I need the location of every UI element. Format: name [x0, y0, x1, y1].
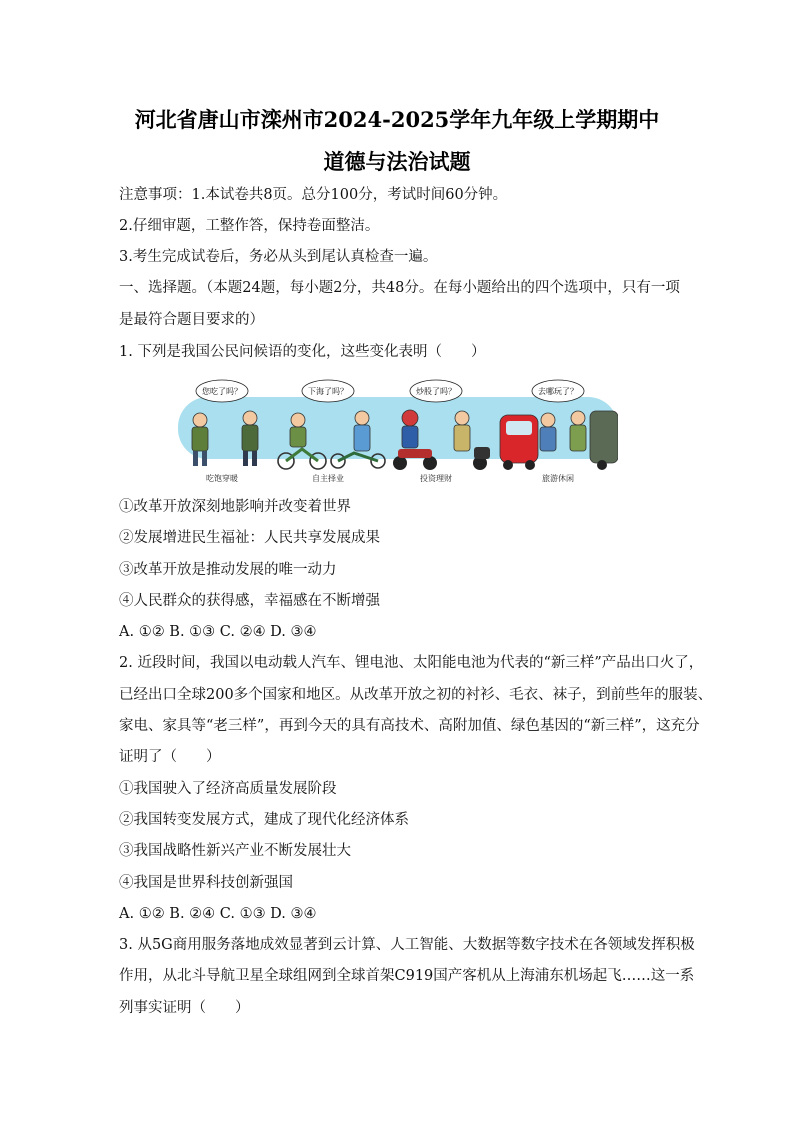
- speech-bubble-4: [532, 380, 584, 402]
- exam-subject-title: 道德与法治试题: [323, 149, 471, 174]
- caption-2: 自主择业: [312, 474, 344, 483]
- caption-1: 吃饱穿暖: [206, 474, 238, 483]
- question-2-stem-line-3: 家电、家具等“老三样”，再到今天的具有高技术、高附加值、绿色基因的“新三样”，这充分: [119, 718, 700, 734]
- q1-option-2: ②发展增进民生福祉：人民共享发展成果: [119, 530, 380, 546]
- caption-4: 旅游休闲: [542, 474, 574, 483]
- question-2-stem-line-4: 证明了（ ）: [119, 749, 221, 765]
- greeting-change-illustration: [178, 375, 618, 487]
- q2-option-4: ④我国是世界科技创新强国: [119, 875, 293, 891]
- speech-bubble-1: [196, 380, 248, 402]
- bubble-text-1: 您吃了吗？: [202, 387, 242, 396]
- notice-2: 2.仔细审题，工整作答，保持卷面整洁。: [119, 218, 380, 234]
- question-2-stem-line-1: 2. 近段时间，我国以电动载人汽车、锂电池、太阳能电池为代表的“新三样”产品出口火了，: [119, 655, 704, 671]
- caption-3: 投资理财: [420, 474, 452, 483]
- speech-bubble-2: [302, 380, 354, 402]
- question-1-stem: 1. 下列是我国公民问候语的变化，这些变化表明（ ）: [119, 344, 486, 360]
- bubble-text-3: 炒股了吗？: [416, 387, 456, 396]
- bubble-text-2: 下海了吗？: [308, 387, 348, 396]
- q1-answer-choices: A. ①② B. ①③ C. ②④ D. ③④: [119, 624, 317, 640]
- q2-option-1: ①我国驶入了经济高质量发展阶段: [119, 781, 337, 797]
- question-3-stem-line-1: 3. 从5G商用服务落地成效显著到云计算、人工智能、大数据等数字技术在各领域发挥积极: [119, 937, 695, 953]
- question-2-stem-line-2: 已经出口全球200多个国家和地区。从改革开放之初的衬衫、毛衣、袜子，到前些年的服装、: [119, 687, 713, 703]
- section-heading-cont: 是最符合题目要求的）: [119, 312, 264, 328]
- speech-bubble-3: [410, 380, 462, 402]
- q1-option-4: ④人民群众的获得感，幸福感在不断增强: [119, 593, 380, 609]
- q2-option-3: ③我国战略性新兴产业不断发展壮大: [119, 843, 351, 859]
- notice-3: 3.考生完成试卷后，务必从头到尾认真检查一遍。: [119, 249, 438, 265]
- q1-option-1: ①改革开放深刻地影响并改变着世界: [119, 499, 351, 515]
- bubble-text-4: 去哪玩了？: [538, 387, 578, 396]
- question-3-stem-line-2: 作用，从北斗导航卫星全球组网到全球首架C919国产客机从上海浦东机场起飞……这一系: [119, 968, 695, 984]
- exam-title: 河北省唐山市滦州市2024-2025学年九年级上学期期中: [134, 107, 660, 132]
- q1-option-3: ③改革开放是推动发展的唯一动力: [119, 562, 337, 578]
- q2-answer-choices: A. ①② B. ②④ C. ①③ D. ③④: [119, 906, 317, 922]
- section-heading: 一、选择题。（本题24题，每小题2分，共48分。在每小题给出的四个选项中，只有一项: [119, 280, 680, 296]
- notice-1: 注意事项：1.本试卷共8页。总分100分，考试时间60分钟。: [119, 187, 508, 203]
- question-3-stem-line-3: 列事实证明（ ）: [119, 1000, 250, 1016]
- q2-option-2: ②我国转变发展方式，建成了现代化经济体系: [119, 812, 409, 828]
